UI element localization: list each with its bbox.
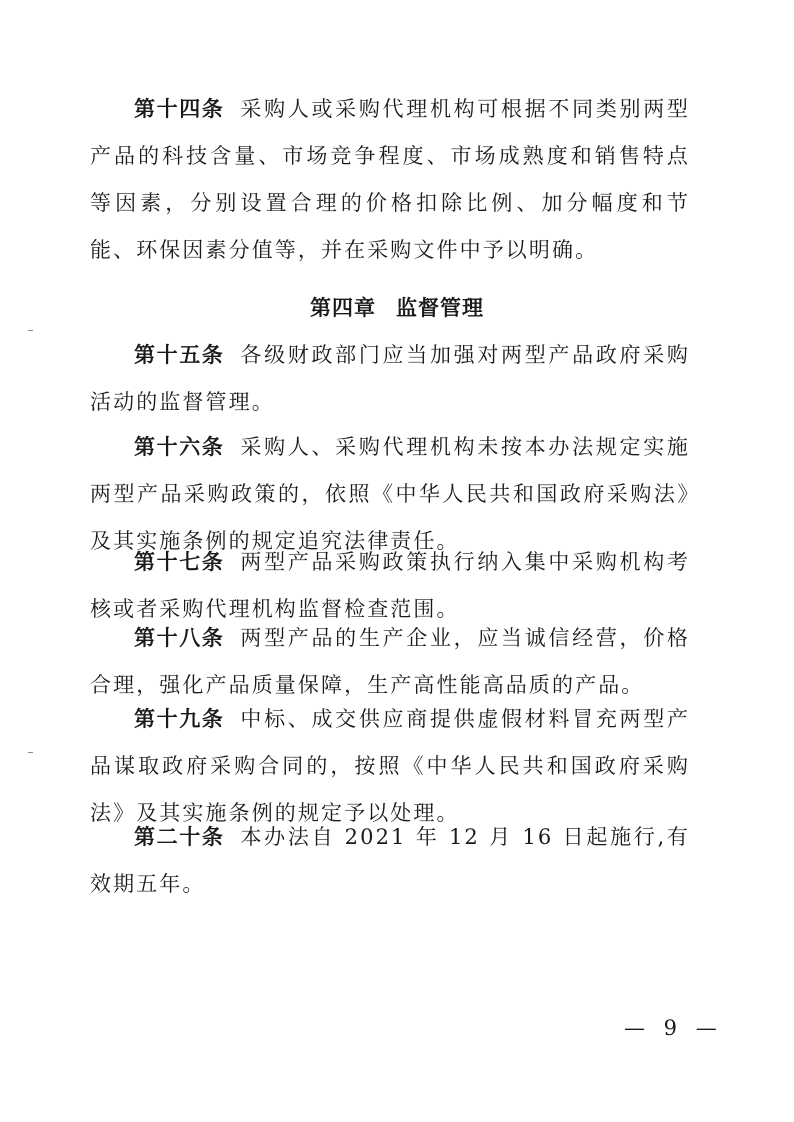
page-number: — 9 — (624, 1016, 723, 1040)
article-18-text: 两型产品的生产企业，应当诚信经营，价格合理，强化产品质量保障，生产高性能高品质的产品。 (90, 626, 691, 697)
article-20-number: 第二十条 (134, 825, 225, 849)
article-16-text: 采购人、采购代理机构未按本办法规定实施两型产品采购政策的，依照《中华人民共和国政府采购法》及其实施条例的规定追究法律责任。 (90, 435, 691, 553)
chapter-title: 监督管理 (396, 296, 484, 320)
article-20 (90, 814, 690, 908)
article-14-number: 第十四条 (134, 97, 225, 121)
article-14 (90, 86, 690, 274)
article-14-text: 采购人或采购代理机构可根据不同类别两型产品的科技含量、市场竞争程度、市场成熟度和销售特点等因素，分别设置合理的价格扣除比例、加分幅度和节能、环保因素分值等，并在采购文件中予以明确。 (90, 97, 691, 262)
chapter-number: 第四章 (310, 296, 376, 320)
article-18 (90, 615, 690, 709)
article-16-number: 第十六条 (134, 435, 225, 459)
margin-mark (28, 330, 33, 331)
article-15-number: 第十五条 (134, 343, 225, 367)
article-15 (90, 332, 690, 426)
chapter-heading (0, 292, 794, 322)
article-17-number: 第十七条 (134, 550, 225, 574)
article-19-text: 中标、成交供应商提供虚假材料冒充两型产品谋取政府采购合同的，按照《中华人民共和国政府采购法》及其实施条例的规定予以处理。 (90, 707, 691, 825)
article-15-text: 各级财政部门应当加强对两型产品政府采购活动的监督管理。 (90, 343, 691, 414)
article-18-number: 第十八条 (134, 626, 225, 650)
article-17-text: 两型产品采购政策执行纳入集中采购机构考核或者采购代理机构监督检查范围。 (90, 550, 691, 621)
article-20-text: 本办法自 2021 年 12 月 16 日起施行,有效期五年。 (90, 825, 690, 896)
margin-mark (28, 752, 33, 753)
article-19-number: 第十九条 (134, 707, 225, 731)
